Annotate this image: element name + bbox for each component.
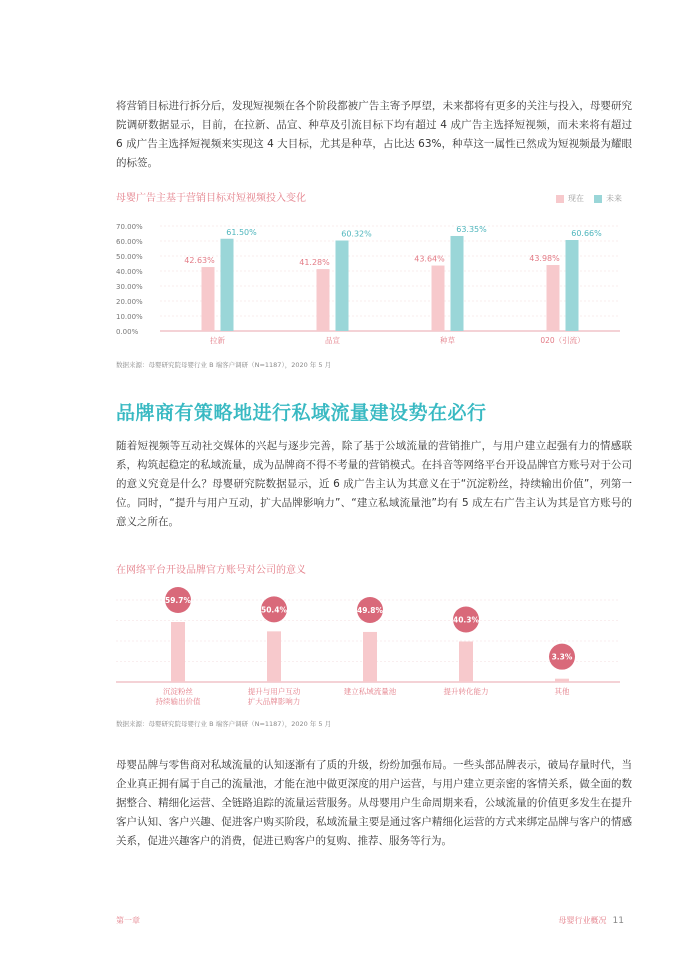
x-tick-label: 提升与用户互动: [247, 687, 301, 696]
x-tick-label: 品宣: [325, 336, 340, 345]
x-tick-label: 020（引流）: [540, 336, 585, 345]
chart2-title: 在网络平台开设品牌官方账号对公司的意义: [116, 565, 306, 576]
legend-label-future: 未来: [606, 194, 622, 203]
x-tick-label: 拉新: [210, 336, 225, 345]
bar: [267, 631, 281, 682]
bar: [171, 622, 185, 682]
x-tick-label: 种草: [440, 336, 455, 345]
data-label: 42.63%: [184, 256, 215, 266]
data-label: 43.64%: [414, 254, 445, 264]
bar: [363, 632, 377, 682]
data-label: 3.3%: [551, 652, 573, 662]
section-heading: 品牌商有策略地进行私域流量建设势在必行: [116, 402, 487, 424]
data-label: 63.35%: [456, 224, 487, 234]
chart1-source: 数据来源：母婴研究院母婴行业 B 端客户调研（N=1187），2020 年 5 月: [116, 361, 332, 369]
y-tick-label: 50.00%: [116, 253, 143, 261]
x-tick-label: 提升转化能力: [443, 687, 489, 696]
body-paragraph-2: 随着短视频等互动社交媒体的兴起与逐步完善，除了基于公域流量的营销推广，与用户建立起强有力的情感联系，构筑起稳定的私域流量，成为品牌商不得不考量的营销模式。在抖音等网络平台开设品牌官方账号对于公司的意义究竟是什么？母婴研究院数据显示，近 6 成广告主认为其意义在于“沉淀粉丝，持续输出价值”，列第一位。同时，“提升与用户互动，扩大品牌影响力”、“建立私域流量池”均有 5 成左右广告主认为其是官方账号的意义之所在。: [116, 440, 632, 528]
bar: [459, 641, 473, 682]
chart1-title: 母婴广告主基于营销目标对短视频投入变化: [116, 193, 306, 204]
y-tick-label: 0.00%: [116, 328, 139, 336]
y-tick-label: 40.00%: [116, 268, 143, 276]
x-tick-label: 建立私域流量池: [343, 687, 397, 696]
data-label: 40.3%: [452, 615, 480, 625]
y-tick-label: 10.00%: [116, 313, 143, 321]
intro-paragraph: 将营销目标进行拆分后，发现短视频在各个阶段都被广告主寄予厚望，未来都将有更多的关注与投入，母婴研究院调研数据显示，目前，在拉新、品宣、种草及引流目标下均有超过 4 成广告主选择短视频，而未来将有超过 6 成广告主选择短视频来实现这 4 大目标，尤其是种草，占比达 63%，种草这一属性已然成为短视频最为耀眼的标签。: [116, 100, 632, 169]
x-tick-label: 扩大品牌影响力: [247, 697, 301, 706]
data-label: 43.98%: [529, 254, 560, 264]
x-tick-label: 持续输出价值: [155, 697, 201, 706]
footer-chapter: 第一章: [116, 916, 140, 925]
x-tick-label: 其他: [554, 687, 570, 696]
footer-title: 母婴行业概况: [558, 916, 607, 925]
y-tick-label: 60.00%: [116, 238, 143, 246]
page-number: 11: [612, 916, 624, 926]
data-label: 50.4%: [260, 605, 288, 615]
chart2-source: 数据来源：母婴研究院母婴行业 B 端客户调研（N=1187），2020 年 5 月: [116, 720, 332, 728]
y-tick-label: 70.00%: [116, 223, 143, 231]
x-tick-label: 沉淀粉丝: [163, 687, 193, 696]
data-label: 49.8%: [356, 605, 384, 615]
data-label: 59.7%: [164, 596, 192, 605]
y-tick-label: 30.00%: [116, 283, 143, 291]
data-label: 60.66%: [571, 229, 602, 239]
legend-label-now: 现在: [568, 194, 584, 203]
data-label: 41.28%: [299, 258, 330, 268]
y-tick-label: 20.00%: [116, 298, 143, 306]
bar: [555, 679, 569, 682]
data-label: 61.50%: [226, 227, 257, 237]
footer-right: [559, 915, 624, 926]
body-paragraph-3: 母婴品牌与零售商对私域流量的认知逐渐有了质的升级，纷纷加强布局。一些头部品牌表示，破局存量时代，当企业真正拥有属于自己的流量池，才能在池中做更深度的用户运营，与用户建立更亲密的客情关系，做全面的数据整合、精细化运营、全链路追踪的流量运营服务。从母婴用户生命周期来看，公域流量的价值更多发生在提升客户认知、客户兴趣、促进客户购买阶段，私域流量主要是通过客户精细化运营的方式来绑定品牌与客户的情感关系，促进兴趣客户的消费，促进已购客户的复购、推荐、服务等行为。: [116, 759, 632, 847]
data-label: 60.32%: [341, 229, 372, 239]
